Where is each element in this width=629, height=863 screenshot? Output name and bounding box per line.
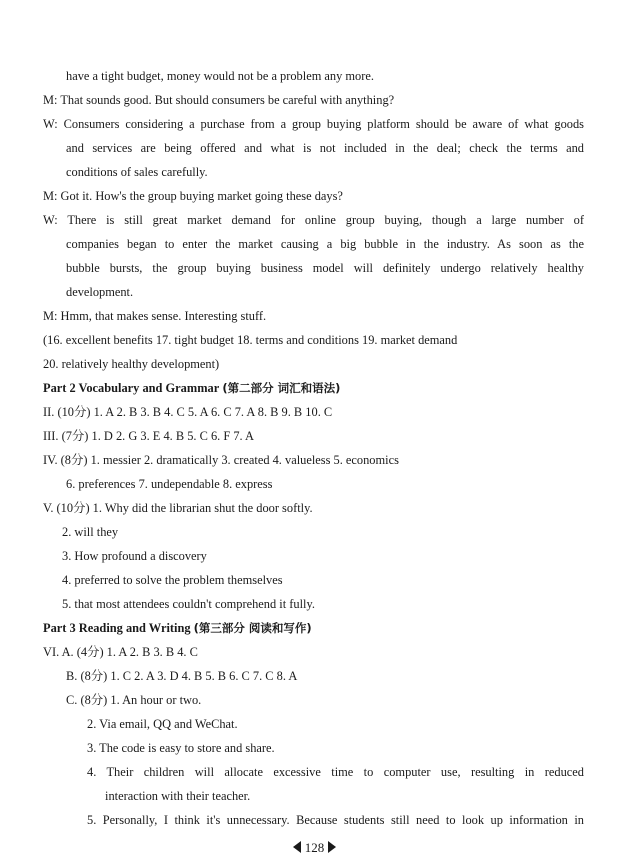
answer-line-IV: 6. preferences 7. undependable 8. express — [66, 477, 273, 491]
answer-line-V: 3. How profound a discovery — [62, 549, 207, 563]
dialogue-line: conditions of sales carefully. — [66, 165, 208, 179]
part3-title-cn: (第三部分 阅读和写作) — [193, 621, 312, 635]
answer-line-VI-B: B. (8分) 1. C 2. A 3. D 4. B 5. B 6. C 7. C 8. A — [66, 669, 298, 683]
dialogue-line: M: Hmm, that makes sense. Interesting stuff. — [43, 309, 267, 323]
dialogue-line: W: There is still great market demand for online group buying, though a large number of — [43, 213, 584, 227]
answer-line-VI-C: C. (8分) 1. An hour or two. — [66, 693, 202, 707]
page-number: 128 — [304, 840, 325, 855]
part3-title: Part 3 Reading and Writing — [43, 621, 191, 635]
answer-line-IV: IV. (8分) 1. messier 2. dramatically 3. created 4. valueless 5. economics — [43, 453, 399, 467]
part2-heading — [43, 380, 340, 396]
dialogue-line: and services are being offered and what is not included in the deal; check the terms and — [66, 141, 584, 155]
answer-line-part1: (16. excellent benefits 17. tight budget 18. terms and conditions 19. market demand — [43, 333, 458, 347]
dialogue-line: companies began to enter the market causing a big bubble in the industry. As soon as the — [66, 237, 584, 251]
part3-heading — [43, 620, 312, 636]
part2-title-cn: (第二部分 词汇和语法) — [222, 381, 341, 395]
answer-line-VI-C: 4. Their children will allocate excessive time to computer use, resulting in reduced — [87, 765, 584, 779]
dialogue-line: M: That sounds good. But should consumers be careful with anything? — [43, 93, 395, 107]
answer-line-part1: 20. relatively healthy development) — [43, 357, 220, 371]
answer-line-V: V. (10分) 1. Why did the librarian shut the door softly. — [43, 501, 313, 515]
dialogue-line: M: Got it. How's the group buying market going these days? — [43, 189, 343, 203]
answer-line-V: 2. will they — [62, 525, 119, 539]
answer-line-VI-C: 2. Via email, QQ and WeChat. — [87, 717, 238, 731]
answer-line-V: 5. that most attendees couldn't comprehend it fully. — [62, 597, 315, 611]
dialogue-line: development. — [66, 285, 134, 299]
prev-page-icon — [293, 841, 301, 853]
answer-line-II: II. (10分) 1. A 2. B 3. B 4. C 5. A 6. C 7. A 8. B 9. B 10. C — [43, 405, 333, 419]
answer-line-VI-A: VI. A. (4分) 1. A 2. B 3. B 4. C — [43, 645, 198, 659]
dialogue-line: W: Consumers considering a purchase from a group buying platform should be aware of what goods — [43, 117, 584, 131]
dialogue-line: have a tight budget, money would not be a problem any more. — [66, 69, 374, 83]
page-footer — [0, 840, 629, 856]
answer-line-VI-C: 5. Personally, I think it's unnecessary. Because students still need to look up information in — [87, 813, 584, 827]
answer-line-V: 4. preferred to solve the problem themselves — [62, 573, 283, 587]
part2-title: Part 2 Vocabulary and Grammar — [43, 381, 220, 395]
answer-line-III: III. (7分) 1. D 2. G 3. E 4. B 5. C 6. F 7. A — [43, 429, 254, 443]
answer-line-VI-C: 3. The code is easy to store and share. — [87, 741, 275, 755]
dialogue-line: bubble bursts, the group buying business model will definitely undergo relatively healthy — [66, 261, 584, 275]
next-page-icon — [328, 841, 336, 853]
answer-line-VI-C: interaction with their teacher. — [105, 789, 251, 803]
